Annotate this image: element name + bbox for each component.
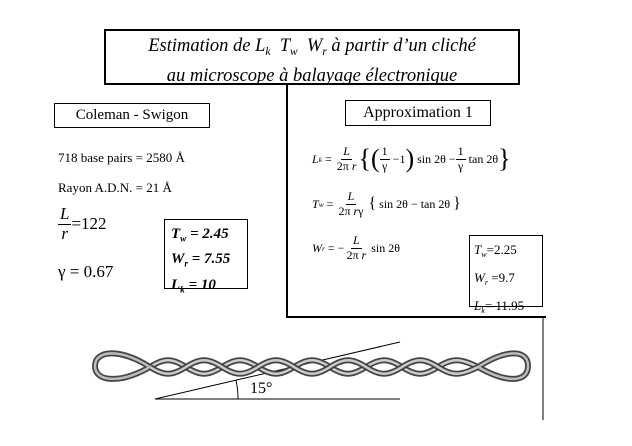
angle-arc [236, 380, 238, 399]
wr-formula: W r = − $\frac{L}{\text{2π r}}$ sin 2θ [312, 233, 400, 262]
approx-results-box [469, 235, 543, 315]
title-line-2: au microscope à balayage électronique [166, 66, 458, 86]
ratio-denominator: r [61, 223, 69, 243]
coleman-results-box [164, 219, 248, 295]
ratio-numerator: L [60, 204, 70, 223]
lk-formula: L k = $\frac{L}{\text{2π r}}$ { ( $\frac{1}{\gamma}$ −1 ) sin 2θ − $\frac{1}{\gamma}$ tan 2θ } [312, 144, 511, 173]
ratio-value: =122 [71, 214, 107, 234]
title-wr-sub: r [322, 46, 327, 58]
ratio-equation [58, 205, 107, 243]
title-wr: W [306, 36, 323, 56]
angle-label: 15° [250, 380, 273, 397]
approximation-label: Approximation 1 [345, 100, 491, 126]
coleman-lk-row: $L_k = 10$ [171, 276, 216, 295]
coleman-wr-value: = 7.55 [191, 251, 231, 268]
title-tw-sub: w [290, 46, 298, 58]
base-pairs-text: 718 base pairs = 2580 Å [58, 150, 185, 165]
right-loop-outer [478, 353, 528, 379]
dna-supercoil-illustration [0, 320, 632, 430]
coleman-wr-row: $W_r = 7.55$ [171, 251, 231, 270]
approx-tw-row: $T_w=2.25$ [474, 242, 517, 259]
title-suffix: à partir d’un cliché [331, 36, 476, 56]
coleman-tw-value: = 2.45 [190, 226, 229, 242]
approx-lk-row: $L_k= 11.95$ [474, 297, 525, 315]
title-prefix: Estimation de L [148, 36, 266, 56]
radius-text: Rayon A.D.N. = 21 Å [58, 180, 172, 195]
ratio-fraction [58, 205, 71, 243]
coleman-tw-row: $T_w = 2.45$ [171, 226, 229, 245]
approx-wr-row: $W_r =9.7$ [474, 269, 515, 287]
coleman-lk-value: = 10 [188, 276, 216, 293]
approx-wr-value: =9.7 [491, 269, 515, 285]
title-tw: T [279, 36, 290, 56]
gamma-text: γ = 0.67 [58, 262, 114, 281]
tw-formula: T w = $\frac{L}{\text{2π rγ}}$ { sin 2θ − tan 2θ } [312, 189, 461, 218]
coleman-swigon-label: Coleman - Swigon [54, 103, 210, 128]
approx-tw-value: =2.25 [486, 242, 517, 257]
left-loop-outer [95, 353, 150, 379]
approx-lk-value: = 11.95 [484, 297, 525, 313]
title-lk-sub: k [265, 46, 271, 58]
